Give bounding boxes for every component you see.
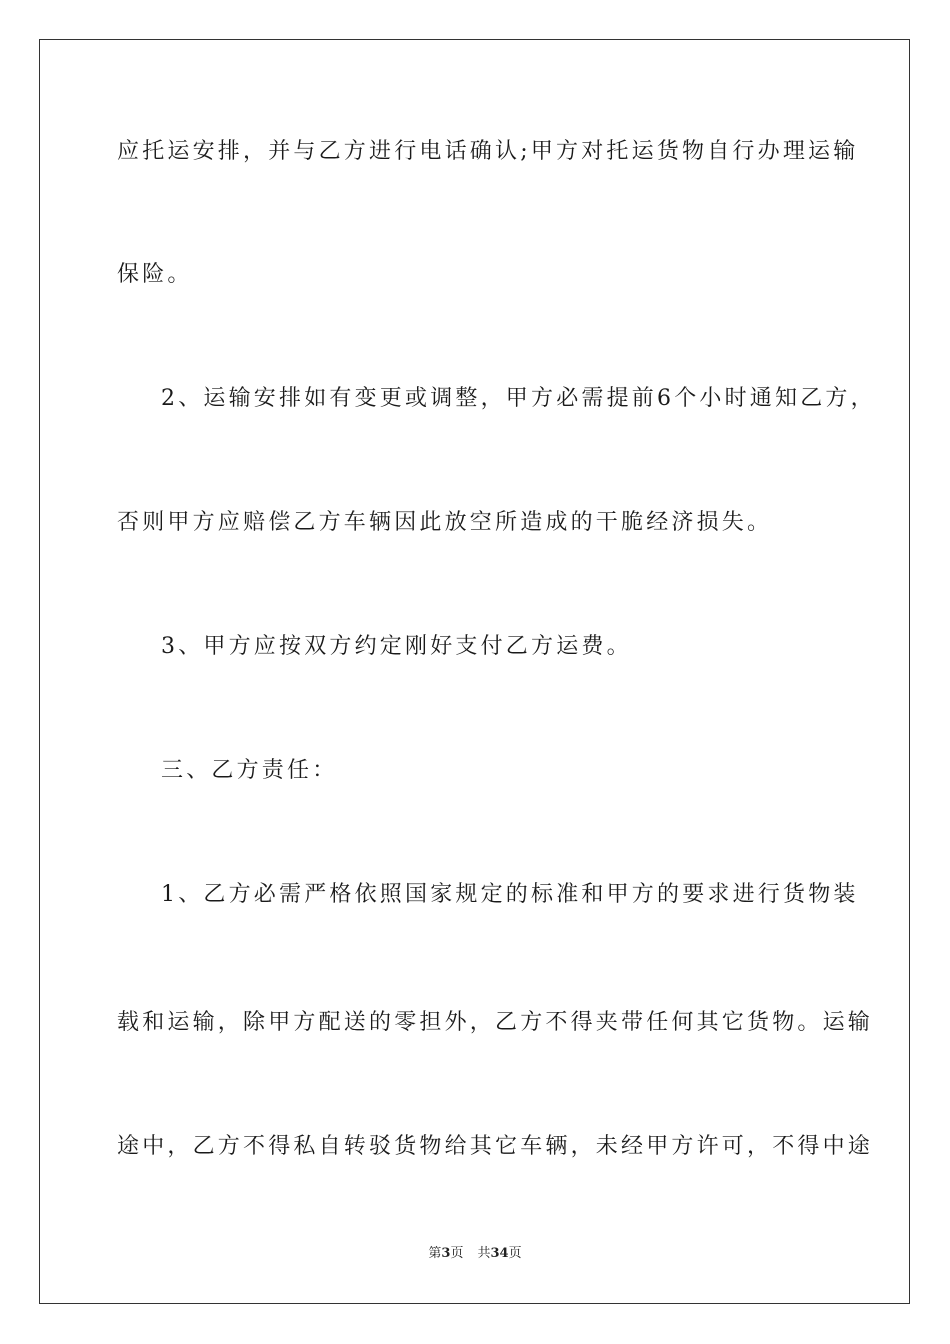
paragraph-line: 2、运输安排如有变更或调整，甲方必需提前6个小时通知乙方，	[161, 386, 876, 411]
page-footer	[0, 1244, 950, 1264]
paragraph-line: 载和运输，除甲方配送的零担外，乙方不得夹带任何其它货物。运输	[117, 1010, 874, 1035]
paragraph-line: 应托运安排，并与乙方进行电话确认;甲方对托运货物自行办理运输	[117, 139, 859, 164]
page-number: 3	[441, 1246, 451, 1261]
paragraph-line: 保险。	[117, 262, 193, 287]
paragraph-line: 1、乙方必需严格依照国家规定的标准和甲方的要求进行货物装	[161, 882, 859, 907]
paragraph-line: 3、甲方应按双方约定刚好支付乙方运费。	[161, 634, 632, 659]
paragraph-line: 途中，乙方不得私自转驳货物给其它车辆，未经甲方许可，不得中途	[117, 1134, 874, 1159]
page-suffix: 页	[450, 1246, 464, 1261]
paragraph-line: 否则甲方应赔偿乙方车辆因此放空所造成的干脆经济损失。	[117, 510, 773, 535]
page-prefix: 第	[428, 1246, 442, 1261]
total-suffix: 页	[508, 1246, 522, 1261]
total-pages: 34	[490, 1246, 509, 1261]
section-heading: 三、乙方责任：	[161, 758, 338, 783]
total-prefix: 共	[477, 1246, 491, 1261]
page-border	[39, 39, 910, 1304]
